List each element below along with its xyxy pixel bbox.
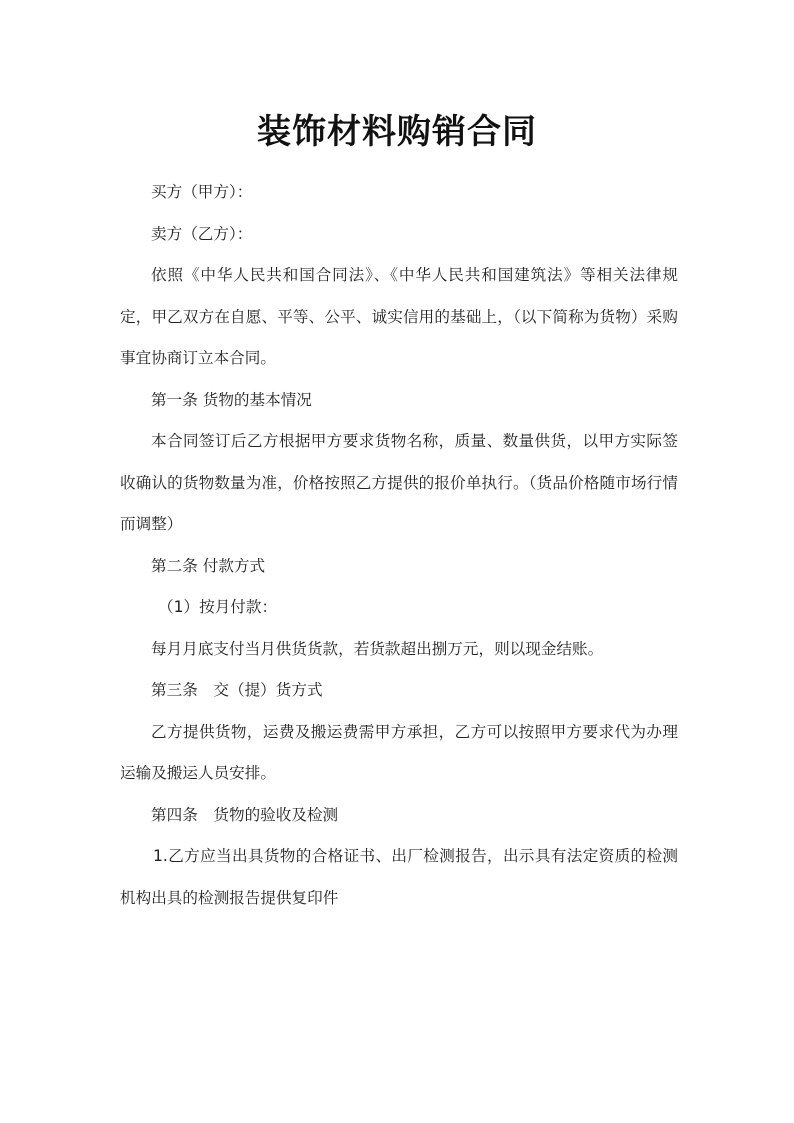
article2-paragraph: 每月月底支付当月供货货款，若货款超出捌万元，则以现金结账。: [151, 639, 604, 658]
article3-heading: 第三条 交（提）货方式: [151, 681, 323, 699]
article1-heading: 第一条 货物的基本情况: [151, 390, 312, 409]
intro-paragraph: 依照《中华人民共和国合同法》、《中华人民共和国建筑法》等相关法律规定，甲乙双方在自愿、平等、公平、诚实信用的基础上，（以下简称为货物）采购事宜协商订立本合同。: [120, 266, 678, 367]
document-title: 装饰材料购销合同: [257, 112, 537, 152]
article4-paragraph-1: 1.乙方应当出具货物的合格证书、出厂检测报告，出示具有法定资质的检测机构出具的检测报告提供复印件: [120, 847, 678, 907]
article2-heading: 第二条 付款方式: [151, 556, 266, 575]
article3-paragraph: 乙方提供货物，运费及搬运费需甲方承担，乙方可以按照甲方要求代为办理运输及搬运人员安排。: [120, 722, 678, 782]
article4-heading: 第四条 货物的验收及检测: [151, 805, 339, 824]
article1-paragraph: 本合同签订后乙方根据甲方要求货物名称，质量、数量供货，以甲方实际签收确认的货物数量为准，价格按照乙方提供的报价单执行。（货品价格随市场行情而调整）: [120, 432, 678, 533]
article2-item-1: （1）按月付款：: [158, 598, 278, 616]
buyer-label: 买方（甲方）：: [151, 183, 253, 201]
document-body: [120, 172, 678, 919]
seller-label: 卖方（乙方）：: [151, 224, 253, 243]
